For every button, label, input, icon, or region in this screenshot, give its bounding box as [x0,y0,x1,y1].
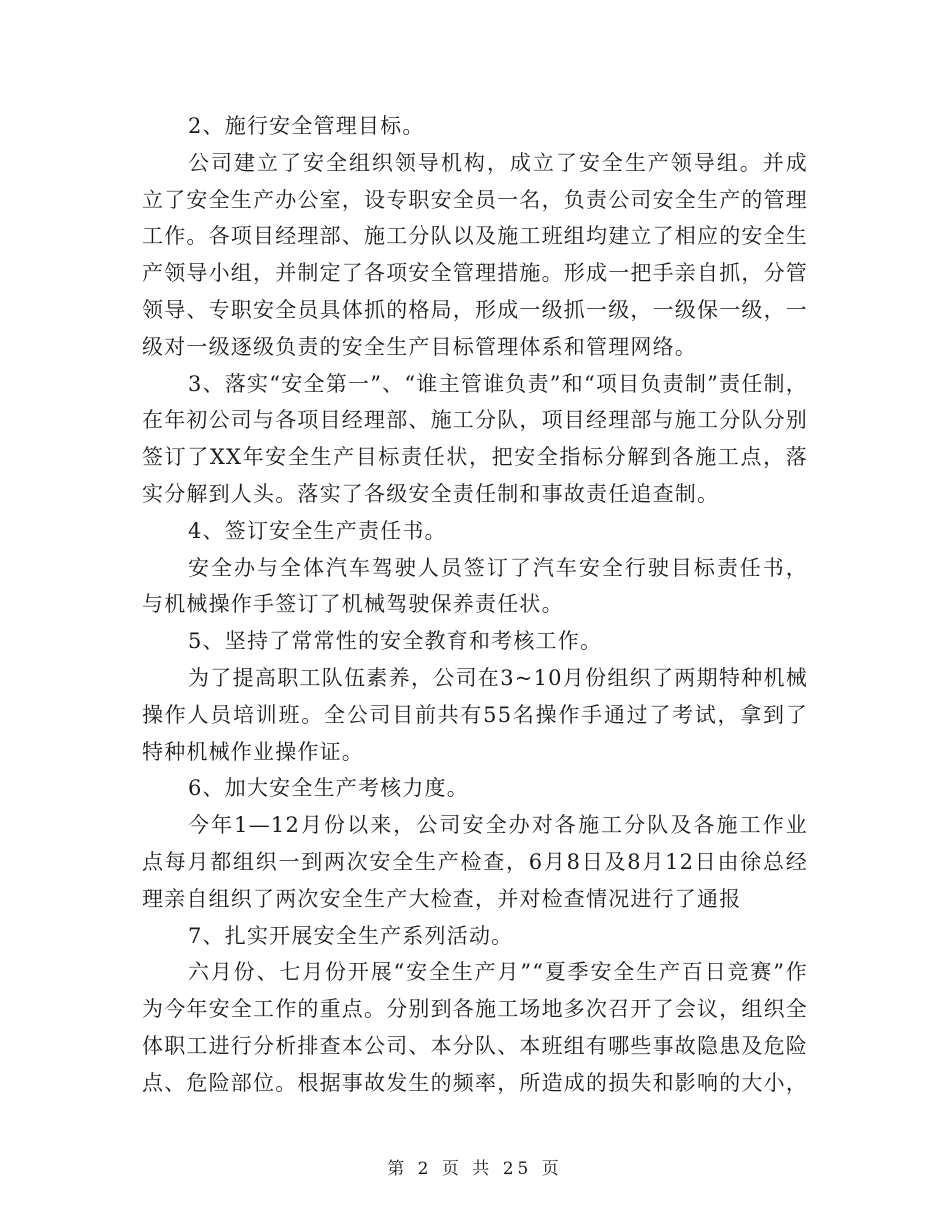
document-body [142,108,808,1102]
paragraph: 安全办与全体汽车驾驶人员签订了汽车安全行驶目标责任书，与机械操作手签订了机械驾驶保养责任状。 [142,555,808,617]
paragraph-heading-6: 6、加大安全生产考核力度。 [188,776,469,801]
paragraph-heading-2: 2、施行安全管理目标。 [188,114,425,138]
paragraph: 为了提高职工队伍素养，公司在3~10月份组织了两期特种机械操作人员培训班。全公司目前共有55名操作手通过了考试，拿到了特种机械作业操作证。 [142,665,808,764]
paragraph: 六月份、七月份开展“安全生产月”“夏季安全生产百日竞赛”作为今年安全工作的重点。分别到各施工场地多次召开了会议，组织全体职工进行分析排查本公司、本分队、本班组有哪些事故隐患及危险点、危险部位。根据事故发生的频率，所造成的损失和影响的大小， [142,960,808,1095]
paragraph-heading-4: 4、签订安全生产责任书。 [188,518,447,543]
page-footer: 第 2 页 共 25 页 [387,1159,563,1179]
paragraph: 今年1—12月份以来，公司安全办对各施工分队及各施工作业点每月都组织一到两次安全生产检查，6月8日及8月12日由徐总经理亲自组织了两次安全生产大检查，并对检查情况进行了通报 [142,813,808,911]
paragraph-heading-5: 5、坚持了常常性的安全教育和考核工作。 [188,629,603,654]
paragraph-heading-7: 7、扎实开展安全生产系列活动。 [188,923,514,948]
paragraph-heading-3: 3、落实“安全第一”、“谁主管谁负责”和“项目负责制”责任制，在年初公司与各项目经理部、施工分队，项目经理部与施工分队分别签订了XX年安全生产目标责任状，把安全指标分解到各施工点，落实分解到人头。落实了各级安全责任制和事故责任追查制。 [142,371,808,506]
paragraph: 公司建立了安全组织领导机构，成立了安全生产领导组。并成立了安全生产办公室，设专职安全员一名，负责公司安全生产的管理工作。各项目经理部、施工分队以及施工班组均建立了相应的安全生产领导小组，并制定了各项安全管理措施。形成一把手亲自抓，分管领导、专职安全员具体抓的格局，形成一级抓一级，一级保一级，一级对一级逐级负责的安全生产目标管理体系和管理网络。 [142,150,808,359]
